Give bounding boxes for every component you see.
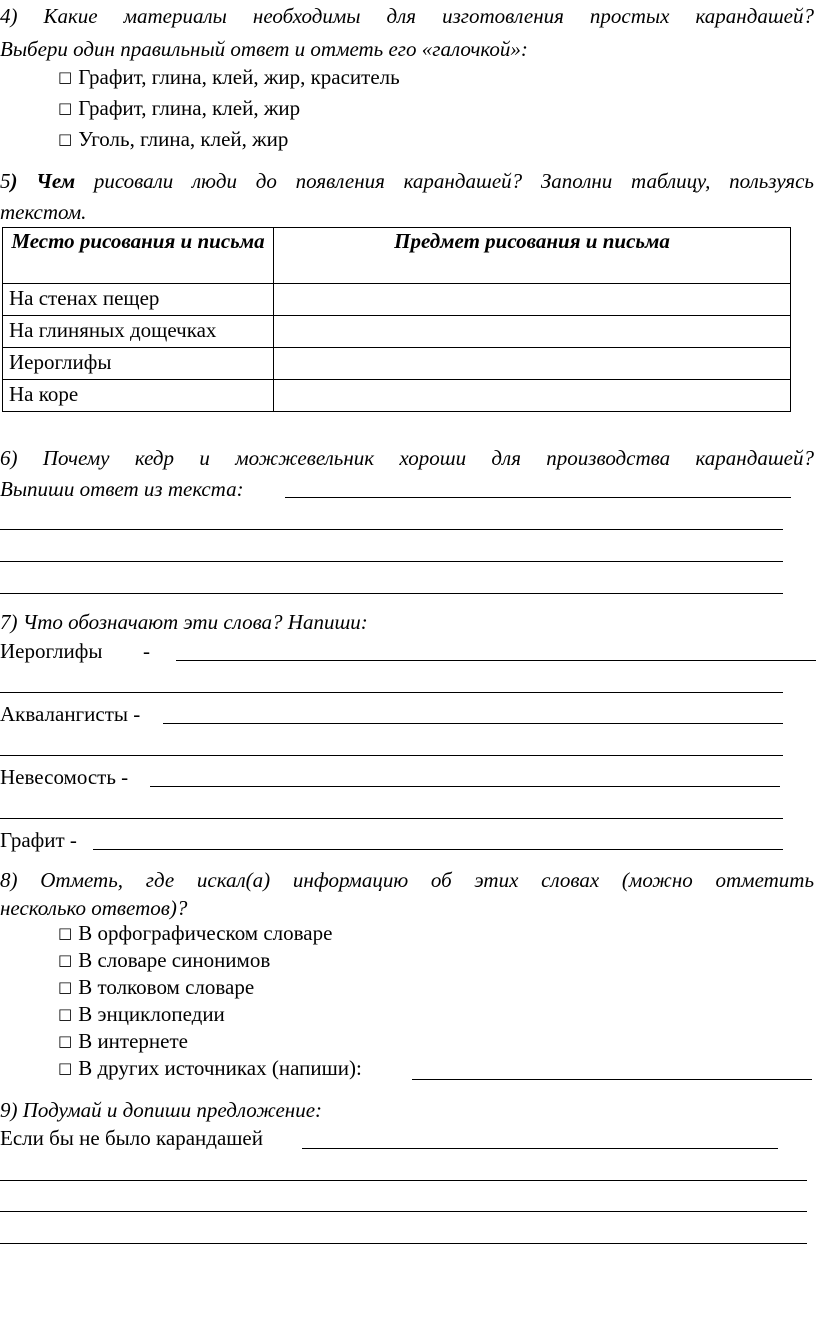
q6-answer-line[interactable] [0, 561, 783, 562]
table-row [3, 348, 791, 380]
checkbox-icon[interactable]: □ [58, 978, 73, 996]
checkbox-icon[interactable]: □ [58, 1059, 73, 1077]
q8-option-4[interactable] [58, 1002, 225, 1027]
checkbox-icon[interactable]: □ [58, 130, 73, 148]
table-row [3, 316, 791, 348]
q7-word-1: Иероглифы [0, 639, 103, 663]
q4-option-2[interactable] [58, 96, 300, 121]
table-header-object: Предмет рисования и письма [274, 228, 791, 284]
q8-option-3[interactable] [58, 975, 254, 1000]
q6-line2: Выпиши ответ из текста: [0, 477, 244, 501]
q9-title: 9) Подумай и допиши предложение: [0, 1098, 323, 1122]
q8-line1: 8) Отметь, где искал(а) информацию об этих словах (можно отметить [0, 868, 814, 892]
q7-answer-line[interactable] [150, 786, 780, 787]
q5-line1-rest: рисовали люди до появления карандашей? Заполни таблицу, пользуясь [93, 169, 814, 193]
q8-option-2[interactable] [58, 948, 270, 973]
q5-table [2, 227, 791, 412]
q5-bold-word: ) Чем [10, 169, 76, 193]
table-cell-place: На стенах пещер [3, 284, 274, 316]
table-cell-answer[interactable] [274, 380, 791, 412]
q8-option-1[interactable] [58, 921, 332, 946]
q8-option-3-label: В толковом словаре [78, 975, 255, 999]
checkbox-icon[interactable]: □ [58, 68, 73, 86]
q9-answer-line[interactable] [0, 1243, 807, 1244]
q7-word-2: Аквалангисты - [0, 702, 141, 726]
q8-option-5[interactable] [58, 1029, 188, 1054]
q6-answer-line[interactable] [285, 497, 791, 498]
q8-option-6[interactable] [58, 1056, 362, 1081]
q7-answer-line[interactable] [93, 849, 783, 850]
q9-answer-line[interactable] [0, 1211, 807, 1212]
q7-answer-line[interactable] [0, 692, 783, 693]
q6-line1: 6) Почему кедр и можжевельник хороши для производства карандашей? [0, 446, 814, 470]
q6-answer-line[interactable] [0, 529, 783, 530]
table-cell-place: На коре [3, 380, 274, 412]
checkbox-icon[interactable]: □ [58, 99, 73, 117]
q9-prompt: Если бы не было карандашей [0, 1126, 263, 1150]
q8-other-sources-line[interactable] [412, 1079, 812, 1080]
checkbox-icon[interactable]: □ [58, 1032, 73, 1050]
table-cell-answer[interactable] [274, 316, 791, 348]
table-cell-place: На глиняных дощечках [3, 316, 274, 348]
q8-option-4-label: В энциклопедии [78, 1002, 225, 1026]
q9-answer-line[interactable] [302, 1148, 778, 1149]
q7-answer-line[interactable] [0, 755, 783, 756]
table-row [3, 284, 791, 316]
q8-line2: несколько ответов)? [0, 896, 188, 920]
q8-option-5-label: В интернете [78, 1029, 188, 1053]
q7-word-3: Невесомость - [0, 765, 129, 789]
table-header-place: Место рисования и письма [3, 228, 274, 284]
q4-line1: 4) Какие материалы необходимы для изготовления простых карандашей? [0, 4, 814, 28]
table-cell-answer[interactable] [274, 348, 791, 380]
q8-option-1-label: В орфографическом словаре [78, 921, 333, 945]
checkbox-icon[interactable]: □ [58, 1005, 73, 1023]
q6-answer-line[interactable] [0, 593, 783, 594]
q8-option-2-label: В словаре синонимов [78, 948, 271, 972]
q7-word-1-dash: - [143, 639, 150, 663]
checkbox-icon[interactable]: □ [58, 924, 73, 942]
q9-answer-line[interactable] [0, 1180, 807, 1181]
table-cell-place: Иероглифы [3, 348, 274, 380]
q5-line1 [0, 168, 814, 194]
q7-word-4: Графит - [0, 828, 77, 852]
table-cell-answer[interactable] [274, 284, 791, 316]
q5-number: 5 [0, 169, 11, 193]
q7-answer-line[interactable] [0, 818, 783, 819]
table-row [3, 380, 791, 412]
q4-line2: Выбери один правильный ответ и отметь его «галочкой»: [0, 37, 528, 61]
q7-answer-line[interactable] [176, 660, 816, 661]
q4-option-1[interactable] [58, 65, 400, 90]
checkbox-icon[interactable]: □ [58, 951, 73, 969]
q4-option-2-label: Графит, глина, клей, жир [78, 96, 301, 120]
q7-answer-line[interactable] [163, 723, 783, 724]
q8-option-6-label: В других источниках (напиши): [78, 1056, 362, 1080]
q4-option-3-label: Уголь, глина, клей, жир [78, 127, 289, 151]
q4-option-3[interactable] [58, 127, 288, 152]
q7-title: 7) Что обозначают эти слова? Напиши: [0, 610, 368, 634]
q5-line2: текстом. [0, 200, 87, 224]
q4-option-1-label: Графит, глина, клей, жир, краситель [78, 65, 400, 89]
